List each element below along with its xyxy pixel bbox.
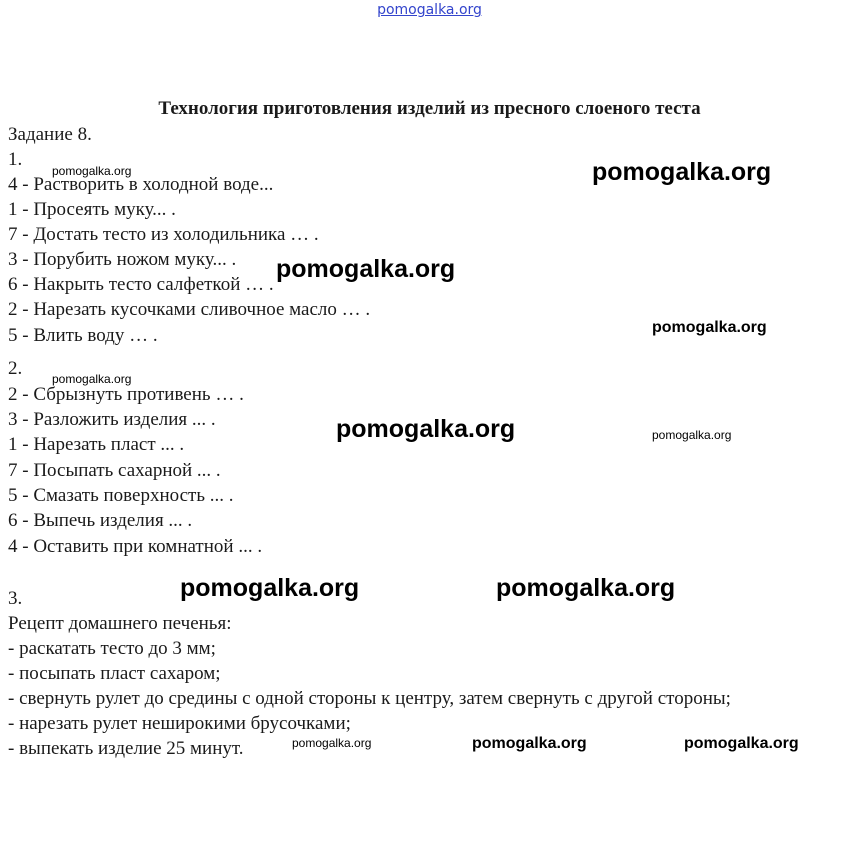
recipe-step: - нарезать рулет неширокими брусочками; [8,713,351,734]
section-1-item: 3 - Порубить ножом муку... . [8,249,237,270]
recipe-step: - посыпать пласт сахаром; [8,663,221,684]
section-1-item: 4 - Растворить в холодной воде... [8,174,274,195]
watermark: pomogalka.org [180,574,360,602]
recipe-step: - выпекать изделие 25 минут. [8,738,244,759]
watermark: pomogalka.org [276,255,456,283]
section-1-item: 2 - Нарезать кусочками сливочное масло … . [8,299,371,320]
watermark: pomogalka.org [292,736,372,750]
watermark: pomogalka.org [472,735,587,752]
section-2-number: 2. [8,358,23,379]
document-title: Технология приготовления изделий из пресного слоеного теста [158,98,701,119]
section-2-item: 4 - Оставить при комнатной ... . [8,536,263,557]
watermark: pomogalka.org [684,735,799,752]
section-2-item: 7 - Посыпать сахарной ... . [8,460,221,481]
section-2-item: 3 - Разложить изделия ... . [8,409,216,430]
watermark: pomogalka.org [592,158,772,186]
section-2-item: 2 - Сбрызнуть противень … . [8,384,244,405]
recipe-step: - свернуть рулет до средины с одной стороны к центру, затем свернуть с другой стороны; [8,688,731,709]
section-3-number: 3. [8,588,23,609]
watermark: pomogalka.org [652,428,732,442]
section-2-item: 1 - Нарезать пласт ... . [8,434,185,455]
watermark: pomogalka.org [496,574,676,602]
section-1-item: 1 - Просеять муку... . [8,199,176,220]
section-1-item: 6 - Накрыть тесто салфеткой … . [8,274,274,295]
task-label: Задание 8. [8,124,92,145]
watermark: pomogalka.org [52,372,132,386]
section-1-item: 5 - Влить воду … . [8,325,158,346]
header-site-link[interactable]: pomogalka.org [377,2,482,18]
watermark: pomogalka.org [52,164,132,178]
section-2-item: 5 - Смазать поверхность ... . [8,485,234,506]
watermark: pomogalka.org [652,319,767,336]
section-1-number: 1. [8,149,23,170]
recipe-step: - раскатать тесто до 3 мм; [8,638,216,659]
watermark: pomogalka.org [336,415,516,443]
section-2-item: 6 - Выпечь изделия ... . [8,510,193,531]
section-1-item: 7 - Достать тесто из холодильника … . [8,224,319,245]
recipe-title: Рецепт домашнего печенья: [8,613,232,634]
